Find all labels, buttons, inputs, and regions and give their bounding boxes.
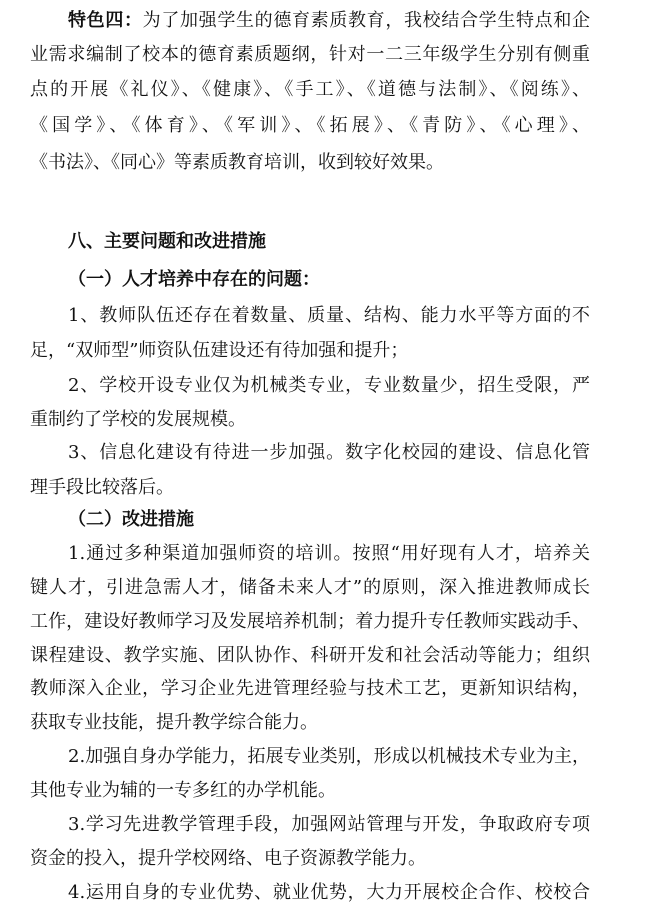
sub2-item-2-line-2: 其他专业为辅的一专多红的办学机能。 [30,780,336,801]
sub2-item-1-line-5: 教师深入企业，学习企业先进管理经验与技术工艺，更新知识结构， [30,678,590,699]
sub2-item-1-line-4: 课程建设、教学实施、团队协作、科研开发和社会活动等能力；组织 [30,645,590,666]
sub2-heading: （二）改进措施 [68,509,194,530]
sub2-item-1-line-2: 键人才，引进急需人才，储备未来人才”的原则，深入推进教师成长 [30,577,590,598]
sub1-item-3-line-1: 3、信息化建设有待进一步加强。数字化校园的建设、信息化管 [68,442,590,463]
feature4-line-5: 《书法》、《同心》等素质教育培训，收到较好效果。 [30,152,444,173]
sub1-heading: （一）人才培养中存在的问题： [68,269,320,290]
sub1-item-2-line-1: 2、学校开设专业仅为机械类专业，专业数量少，招生受限，严 [68,375,590,396]
sub1-item-1-line-1: 1、教师队伍还存在着数量、质量、结构、能力水平等方面的不 [68,305,590,326]
sub2-item-4-line-1: 4.运用自身的专业优势、就业优势，大力开展校企合作、校校合 [68,882,590,903]
sub2-item-2-line-1: 2.加强自身办学能力，拓展专业类别，形成以机械技术专业为主， [68,746,590,767]
sub1-item-2-line-2: 重制约了学校的发展规模。 [30,409,246,430]
sub2-item-1-line-3: 工作，建设好教师学习及发展培养机制；着力提升专任教师实践动手、 [30,611,590,632]
feature4-line-4: 《国学》、《体育》、《军训》、《拓展》、《青防》、《心理》、 [30,115,590,136]
feature4-line-3: 点的开展《礼仪》、《健康》、《手工》、《道德与法制》、《阅练》、 [30,79,590,100]
sub1-item-1-line-2: 足，“双师型”师资队伍建设还有待加强和提升； [30,340,409,361]
feature4-line-1 [68,9,590,33]
feature4-line-2: 业需求编制了校本的德育素质题纲，针对一二三年级学生分别有侧重 [30,44,590,65]
feature4-text-1: 为了加强学生的德育素质教育，我校结合学生特点和企 [142,10,591,31]
sub1-item-3-line-2: 理手段比较落后。 [30,477,174,498]
sub2-item-1-line-1: 1.通过多种渠道加强师资的培训。按照“用好现有人才，培养关 [68,543,590,564]
sub2-item-1-line-6: 获取专业技能，提升教学综合能力。 [30,712,318,733]
sub2-item-3-line-1: 3.学习先进教学管理手段，加强网站管理与开发，争取政府专项 [68,814,590,835]
feature4-label: 特色四： [68,10,143,31]
section8-heading: 八、主要问题和改进措施 [68,231,266,252]
sub2-item-3-line-2: 资金的投入，提升学校网络、电子资源教学能力。 [30,848,426,869]
